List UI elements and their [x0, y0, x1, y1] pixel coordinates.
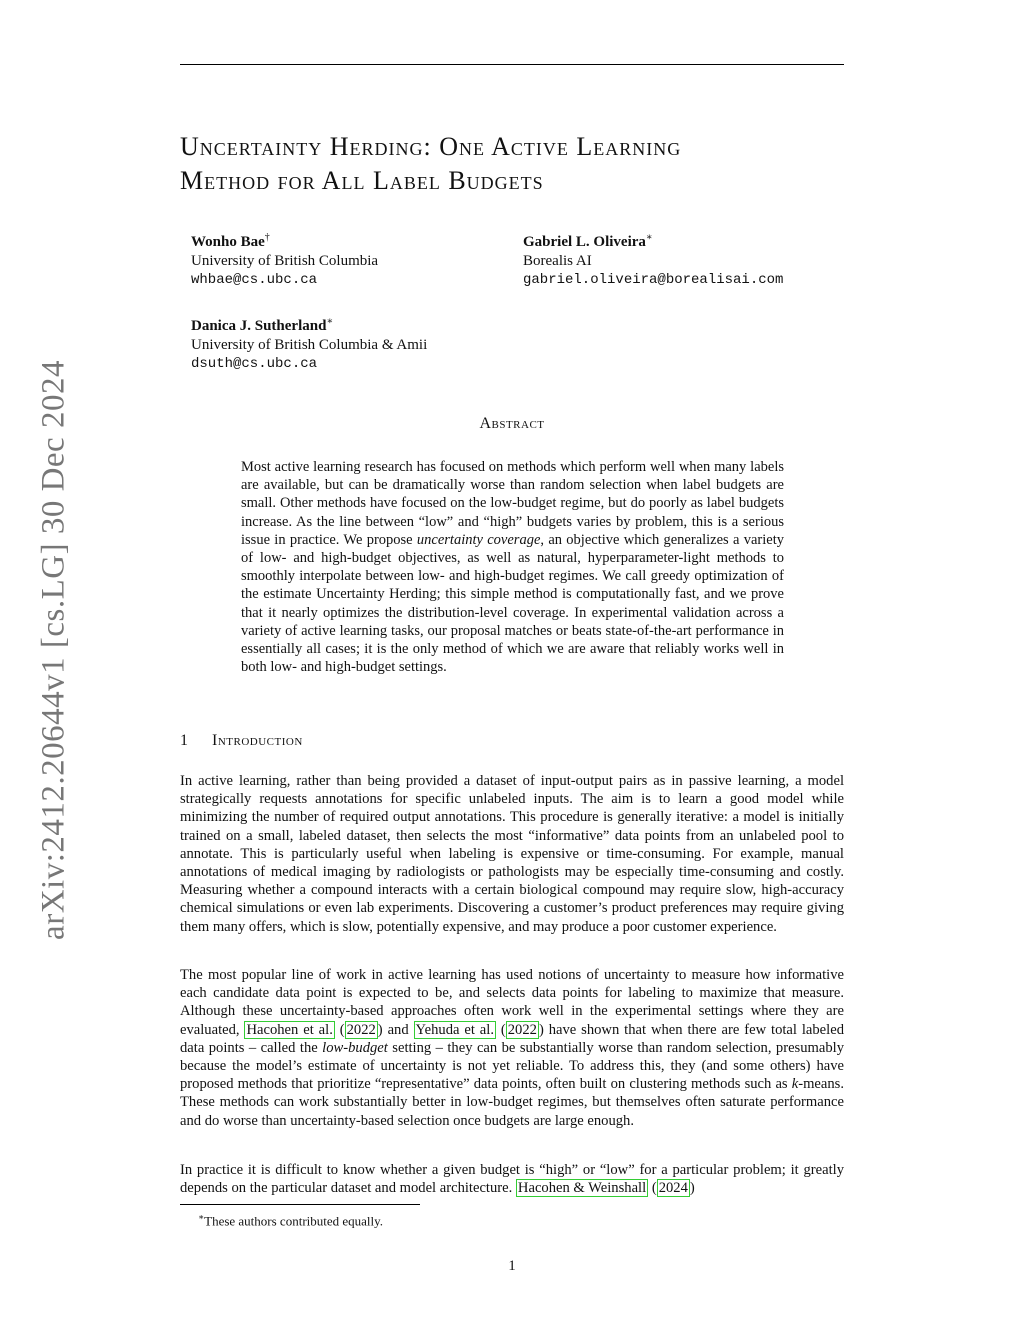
author-name: Gabriel L. Oliveira	[523, 234, 646, 250]
author-name: Danica J. Sutherland	[191, 318, 327, 334]
paragraph-text: setting – they can be substantially worse than random selection, presumably because the model’s estimate of uncertainty is not yet reliable. To address this, they (and some others) have proposed methods that prioritize “representative” data points, often built on clustering methods such as	[180, 1039, 844, 1093]
author-affiliation: University of British Columbia	[191, 253, 379, 269]
citation-link[interactable]: Hacohen et al.	[246, 1021, 333, 1038]
top-rule	[180, 64, 844, 65]
footnote	[198, 1209, 383, 1229]
author-block-3	[191, 312, 427, 374]
section-title: Introduction	[212, 732, 303, 749]
author-email[interactable]: gabriel.oliveira@borealisai.com	[523, 272, 784, 288]
author-email[interactable]: dsuth@cs.ubc.ca	[191, 356, 318, 372]
author-mark: ∗	[326, 316, 334, 327]
arxiv-identifier: arXiv:2412.20644v1 [cs.LG] 30 Dec 2024	[35, 360, 72, 940]
citation-year-link[interactable]: 2022	[346, 1021, 376, 1038]
abstract-text: , an objective which generalizes a variety of low- and high-budget objectives, as well as natural, hyperparameter-light methods to smoothly interpolate between low- and high-budget regimes. We call greedy optimization of the estimate Uncertainty Herding; this simple method is computationally fast, and we prove that it nearly optimizes the distribution-level coverage. In experimental validation across a variety of active learning tasks, our proposal matches or beats state-of-the-art performance in essentially all cases; it is the only method of which we are aware that reliably works well in both low- and high-budget settings.	[241, 531, 785, 676]
author-block-2	[523, 228, 783, 290]
citation-year-link[interactable]: 2022	[507, 1021, 537, 1038]
paragraph-text: In practice it is difficult to know whether a given budget is “high” or “low” for a particular problem; it greatly depends on the particular dataset and model architecture.	[180, 1162, 844, 1197]
author-mark: †	[264, 232, 270, 243]
paragraph-italic: low-budget	[322, 1039, 388, 1056]
author-email[interactable]: whbae@cs.ubc.ca	[191, 272, 318, 288]
author-affiliation: University of British Columbia & Amii	[191, 337, 428, 353]
citation-year-link[interactable]: 2024	[658, 1180, 688, 1197]
author-block-1	[191, 228, 378, 290]
paragraph-text: and	[382, 1021, 414, 1038]
intro-paragraph-3: In practice it is difficult to know whether a given budget is “high” or “low” for a particular problem; it greatly depends on the particular dataset and model architecture. Hacohen & Weinshall ( 2024 )	[180, 1162, 844, 1197]
author-mark: ∗	[645, 232, 653, 243]
title-line-1: Uncertainty Herding: One Active Learning	[180, 132, 682, 161]
intro-paragraph-1: In active learning, rather than being provided a dataset of input-output pairs as in passive learning, a model strategically requests annotations for specific unlabeled inputs. The aim is to learn a good model while minimizing the number of required output annotations. This procedure is generally iterative: a model is initially trained on a small, labeled dataset, then selects the most “informative” data points from an unlabeled pool to annotate. This is particularly useful when labeling is expensive or time-consuming. For example, manual annotations of medical imaging by radiologists or pathologists may be especially time-consuming and costly. Measuring whether a compound interacts with a certain biological compound may require slow, high-accuracy chemical simulations or even lab experiments. Discovering a customer’s product preferences may require giving them many offers, which is slow, potentially expensive, and may produce a poor customer experience.	[180, 773, 844, 935]
abstract-text: Most active learning research has focused on methods which perform well when many labels are available, but can be dramatically worse than random selection when label budgets are small. Other methods have focused on the low-budget regime, but do poorly as label budgets increase. As the line between “low” and “high” budgets varies by problem, this is a serious issue in practice. We propose	[241, 459, 784, 548]
footnote-rule	[180, 1204, 420, 1205]
paragraph-text: -means. These methods can work substantially better in low-budget regimes, but themselves often saturate performance and do worse than uncertainty-based selection once budgets are large enough.	[180, 1076, 844, 1129]
abstract-heading: Abstract	[479, 415, 545, 432]
footnote-mark: ∗	[198, 1212, 205, 1222]
author-name: Wonho Bae	[191, 234, 265, 250]
section-heading	[180, 732, 303, 750]
paragraph-text: The most popular line of work in active learning has used notions of uncertainty to measure how informative each candidate data point is expected to be, and selects data points for labeling to maximize that measure. Although these uncertainty-based approaches often work well in the experimental settings where they are evaluated,	[180, 967, 844, 1038]
abstract-body	[241, 458, 784, 676]
title-line-2: Method for All Label Budgets	[180, 166, 544, 195]
section-number: 1	[180, 732, 189, 749]
paragraph-text: have shown that when there are few total labeled data points – called the	[180, 1021, 844, 1056]
intro-paragraph-2: The most popular line of work in active learning has used notions of uncertainty to measure how informative each candidate data point is expected to be, and selects data points for labeling to maximize that measure. Although these uncertainty-based approaches often work well in the experimental settings where they are evaluated, Hacohen et al. ( 2022 ) and Yehuda et al. ( 2022 ) have shown that when there are few total labeled data points – called the low-budget setting – they can be substantially worse than random selection, presumably because the model’s estimate of uncertainty is not yet reliable. To address this, they (and some others) have proposed methods that prioritize “representative” data points, often built on clustering methods such as k-means. These methods can work substantially better in low-budget regimes, but themselves often saturate performance and do worse than uncertainty-based selection once budgets are large enough.	[180, 967, 844, 1129]
abstract-italic: uncertainty coverage	[416, 531, 541, 548]
math-variable: k	[791, 1076, 799, 1093]
page-number: 1	[508, 1258, 516, 1274]
paper-title	[180, 130, 844, 198]
author-affiliation: Borealis AI	[523, 253, 592, 269]
citation-link[interactable]: Hacohen & Weinshall	[517, 1180, 647, 1197]
citation-link[interactable]: Yehuda et al.	[415, 1021, 494, 1038]
footnote-text: These authors contributed equally.	[204, 1213, 384, 1229]
